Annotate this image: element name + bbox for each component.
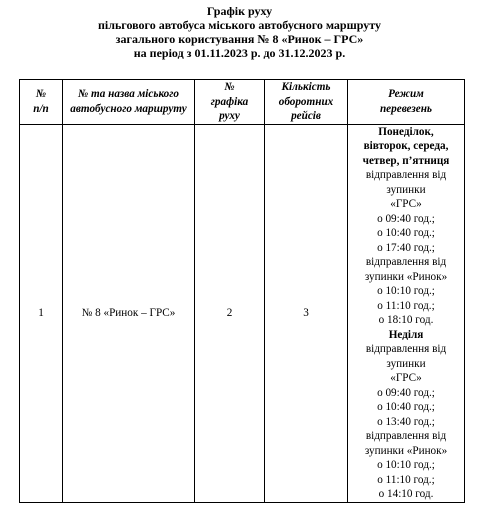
header-route: № та назва міського автобусного маршруту bbox=[63, 80, 195, 125]
mode-line: о 11:10 год.; bbox=[377, 473, 435, 486]
mode-line: о 14:10 год. bbox=[378, 488, 434, 500]
mode-line: зупинки «Ринок» bbox=[364, 444, 448, 457]
mode-line: о 10:40 год.; bbox=[377, 227, 435, 239]
mode-day-heading: Понеділок, bbox=[378, 125, 434, 138]
title-line-3: загального користування № 8 «Ринок – ГРС» bbox=[115, 32, 364, 46]
document-title bbox=[0, 4, 479, 60]
mode-line: о 11:10 год.; bbox=[377, 299, 435, 312]
mode-line: о 13:40 год.; bbox=[377, 415, 435, 428]
mode-line: зупинки «Ринок» bbox=[364, 270, 448, 283]
mode-line: о 18:10 год. bbox=[378, 314, 434, 326]
mode-line: о 10:10 год.; bbox=[377, 285, 435, 297]
mode-line: відправлення від bbox=[365, 256, 447, 268]
schedule-table bbox=[19, 79, 465, 503]
header-schedule-number: № графіка руху bbox=[195, 80, 265, 125]
mode-line: о 17:40 год.; bbox=[377, 241, 435, 254]
title-line-4: на період з 01.11.2023 р. до 31.12.2023 р. bbox=[133, 46, 346, 60]
cell-mode bbox=[348, 124, 465, 502]
table-row bbox=[20, 124, 465, 502]
mode-day-heading: вівторок, середа, bbox=[363, 140, 449, 152]
mode-line: о 10:10 год.; bbox=[377, 459, 435, 471]
header-mode: Режим перевезень bbox=[348, 80, 465, 125]
header-trips: Кількість оборотних рейсів bbox=[265, 80, 348, 125]
mode-day-heading: Неділя bbox=[388, 328, 424, 341]
mode-line: зупинки bbox=[386, 183, 426, 196]
mode-line: о 09:40 год.; bbox=[377, 212, 435, 225]
mode-line: о 10:40 год.; bbox=[377, 401, 435, 413]
mode-line: о 09:40 год.; bbox=[377, 386, 435, 399]
mode-day-heading: четвер, п’ятниця bbox=[362, 154, 450, 167]
mode-line: «ГРС» bbox=[390, 198, 422, 210]
table-header-row bbox=[20, 80, 465, 125]
cell-route: № 8 «Ринок – ГРС» bbox=[63, 124, 195, 502]
mode-line: відправлення від bbox=[365, 430, 447, 442]
cell-schedule-number: 2 bbox=[195, 124, 265, 502]
title-line-1: Графік руху bbox=[206, 4, 273, 18]
title-line-2: пільгового автобуса міського автобусного маршруту bbox=[97, 18, 381, 32]
header-number: № п/п bbox=[20, 80, 63, 125]
mode-list bbox=[348, 125, 464, 502]
mode-line: відправлення від bbox=[365, 343, 447, 355]
mode-line: «ГРС» bbox=[390, 372, 422, 384]
cell-trips: 3 bbox=[265, 124, 348, 502]
mode-line: зупинки bbox=[386, 357, 426, 370]
mode-line: відправлення від bbox=[365, 169, 447, 181]
cell-number: 1 bbox=[20, 124, 63, 502]
